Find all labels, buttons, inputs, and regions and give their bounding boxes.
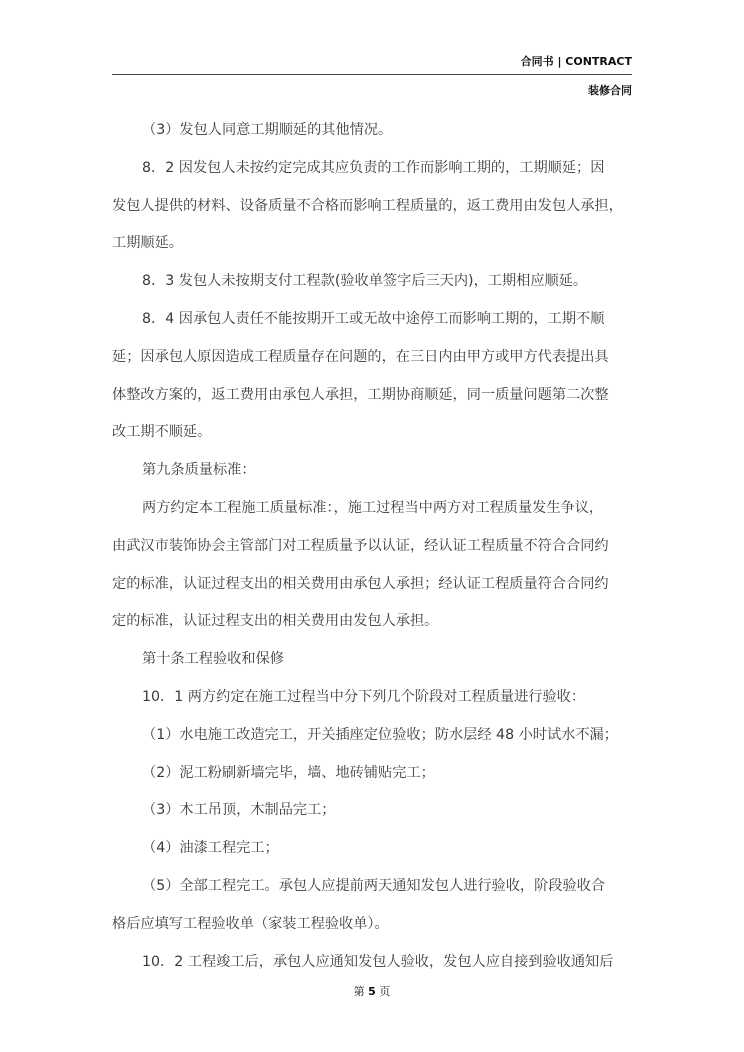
- text-line: （2）泥工粉刷新墙完毕，墙、地砖铺贴完工；: [142, 764, 435, 781]
- text-line: 发包人提供的材料、设备质量不合格而影响工程质量的，返工费用由发包人承担，: [112, 197, 623, 214]
- text-line: （1）水电施工改造完工，开关插座定位验收；防水层经 48 小时试水不漏；: [142, 726, 618, 743]
- page-suffix: 页: [379, 985, 391, 998]
- page-footer: [0, 983, 744, 999]
- text-line: 改工期不顺延。: [112, 424, 212, 441]
- text-line: 8．2 因发包人未按约定完成其应负责的工作而影响工期的，工期顺延；因: [142, 159, 605, 176]
- text-line: 定的标准，认证过程支出的相关费用由承包人承担；经认证工程质量符合合同约: [112, 575, 609, 592]
- text-line: 8．3 发包人未按期支付工程款(验收单签字后三天内)，工期相应顺延。: [142, 273, 588, 290]
- text-line: 第九条质量标准：: [142, 462, 256, 479]
- text-line: 10．1 两方约定在施工过程当中分下列几个阶段对工程质量进行验收：: [142, 688, 586, 705]
- document-body: [112, 118, 640, 987]
- text-line: 两方约定本工程施工质量标准：，施工过程当中两方对工程质量发生争议，: [142, 499, 604, 516]
- text-line: （5）全部工程完工。承包人应提前两天通知发包人进行验收，阶段验收合: [142, 877, 606, 894]
- text-line: （3）木工吊顶，木制品完工；: [142, 802, 336, 819]
- text-line: 10．2 工程竣工后，承包人应通知发包人验收，发包人应自接到验收通知后: [142, 953, 614, 970]
- page-prefix: 第: [353, 985, 365, 998]
- text-line: 8．4 因承包人责任不能按期开工或无故中途停工而影响工期的，工期不顺: [142, 310, 605, 327]
- text-line: 格后应填写工程验收单（家装工程验收单）。: [112, 915, 389, 932]
- text-line: 工期顺延。: [112, 235, 183, 252]
- page-number: 5: [368, 985, 376, 998]
- text-line: 由武汉市装饰协会主管部门对工程质量予以认证，经认证工程质量不符合合同约: [112, 537, 609, 554]
- text-line: 体整改方案的，返工费用由承包人承担，工期协商顺延，同一质量问题第二次整: [112, 386, 609, 403]
- header-subtitle: 装修合同: [588, 84, 632, 97]
- header-title: 合同书 | CONTRACT: [520, 55, 632, 68]
- header-divider: [112, 74, 632, 75]
- text-line: （4）油漆工程完工；: [142, 840, 279, 857]
- text-line: 定的标准，认证过程支出的相关费用由发包人承担。: [112, 613, 439, 630]
- text-line: 延；因承包人原因造成工程质量存在问题的，在三日内由甲方或甲方代表提出具: [112, 348, 609, 365]
- text-line: 第十条工程验收和保修: [142, 651, 284, 668]
- text-line: （3）发包人同意工期顺延的其他情况。: [142, 122, 393, 138]
